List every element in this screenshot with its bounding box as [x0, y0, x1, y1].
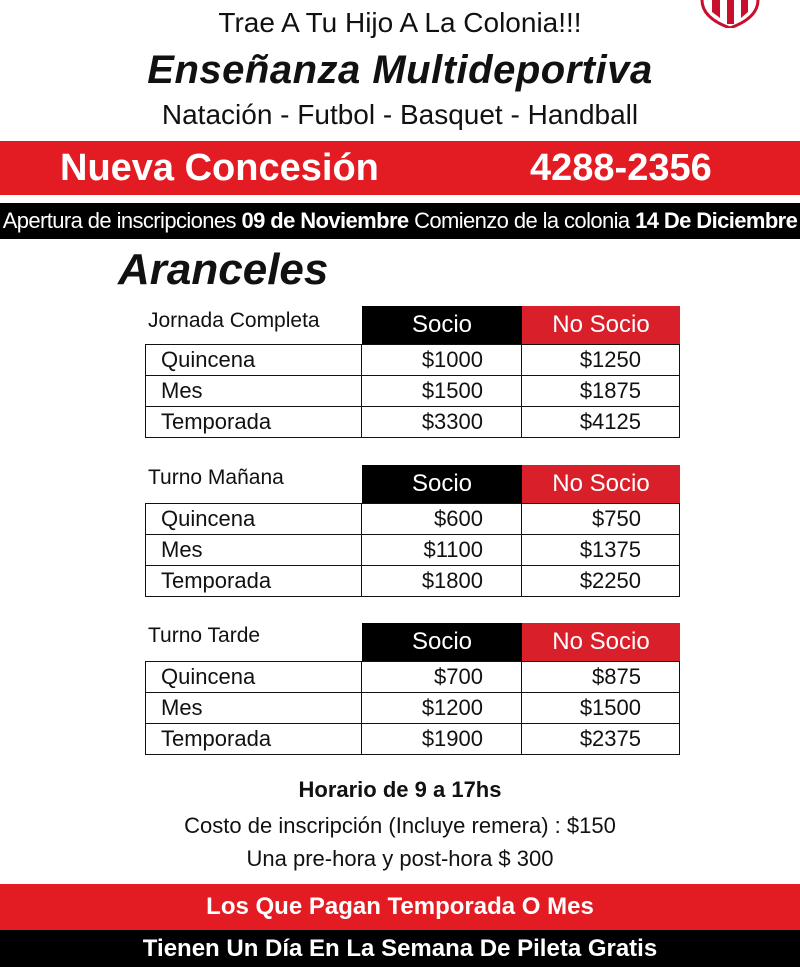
table-row: [146, 566, 679, 596]
promo-banner-red: Los Que Pagan Temporada O Mes: [0, 884, 800, 930]
tagline: Trae A Tu Hijo A La Colonia!!!: [218, 7, 582, 38]
schedule-text: Horario de 9 a 17hs: [298, 777, 502, 802]
period-cell: Mes: [146, 693, 362, 723]
section-label-full-day: Jornada Completa: [148, 309, 320, 332]
member-price-cell: $1800: [362, 566, 522, 596]
member-price-cell: $1900: [362, 724, 522, 754]
period-cell: Quincena: [146, 504, 362, 534]
table-row: [146, 535, 679, 566]
start-label: Comienzo de la colonia: [414, 208, 630, 233]
column-header-non-member: No Socio: [522, 465, 680, 503]
period-cell: Quincena: [146, 345, 362, 375]
non-member-price-cell: $1500: [579, 695, 641, 720]
headline: Enseñanza Multideportiva: [147, 48, 653, 92]
period-cell: Temporada: [146, 566, 362, 596]
promo-banner-black: Tienen Un Día En La Semana De Pileta Gratis: [0, 930, 800, 967]
non-member-price-cell: $2375: [579, 726, 641, 751]
opening-date: 09 de Noviembre: [241, 208, 409, 233]
period-cell: Mes: [146, 535, 362, 565]
fees-table-afternoon: [145, 661, 680, 755]
member-price-cell: $1500: [362, 376, 522, 406]
period-cell: Mes: [146, 376, 362, 406]
non-member-price-cell: $875: [592, 664, 641, 689]
member-price-cell: $1000: [362, 345, 522, 375]
opening-label: Apertura de inscripciones: [2, 208, 236, 233]
non-member-price-cell: $4125: [579, 409, 641, 434]
member-price-cell: $1200: [362, 693, 522, 723]
period-cell: Temporada: [146, 724, 362, 754]
non-member-price-cell: $1375: [579, 537, 641, 562]
table-row: [146, 407, 679, 437]
phone-number: 4288-2356: [530, 147, 712, 189]
dates-banner: [0, 203, 800, 239]
non-member-price-cell: $2250: [579, 568, 641, 593]
table-row: [146, 662, 679, 693]
column-header-member: Socio: [362, 623, 522, 661]
table-row: [146, 345, 679, 376]
table-row: [146, 376, 679, 407]
concession-text: Nueva Concesión: [60, 147, 379, 189]
fees-table-morning: [145, 503, 680, 597]
column-header-member: Socio: [362, 465, 522, 503]
non-member-price-cell: $750: [592, 506, 641, 531]
non-member-price-cell: $1250: [579, 347, 641, 372]
member-price-cell: $700: [362, 662, 522, 692]
column-header-non-member: No Socio: [522, 623, 680, 661]
column-header-member: Socio: [362, 306, 522, 344]
column-header-non-member: No Socio: [522, 306, 680, 344]
start-date: 14 De Diciembre: [635, 208, 798, 233]
period-cell: Quincena: [146, 662, 362, 692]
pre-post-hour-text: Una pre-hora y post-hora $ 300: [246, 846, 554, 871]
concession-banner: [0, 141, 800, 195]
member-price-cell: $1100: [362, 535, 522, 565]
table-row: [146, 504, 679, 535]
section-label-afternoon: Turno Tarde: [148, 624, 261, 647]
table-row: [146, 693, 679, 724]
fees-title: Aranceles: [118, 245, 329, 294]
registration-fee-text: Costo de inscripción (Incluye remera) : $150: [184, 813, 616, 838]
section-label-morning: Turno Mañana: [148, 466, 284, 489]
non-member-price-cell: $1875: [579, 378, 641, 403]
member-price-cell: $600: [362, 504, 522, 534]
sports-list: Natación - Futbol - Basquet - Handball: [161, 99, 639, 130]
member-price-cell: $3300: [362, 407, 522, 437]
fees-table-full-day: [145, 344, 680, 438]
table-row: [146, 724, 679, 754]
period-cell: Temporada: [146, 407, 362, 437]
